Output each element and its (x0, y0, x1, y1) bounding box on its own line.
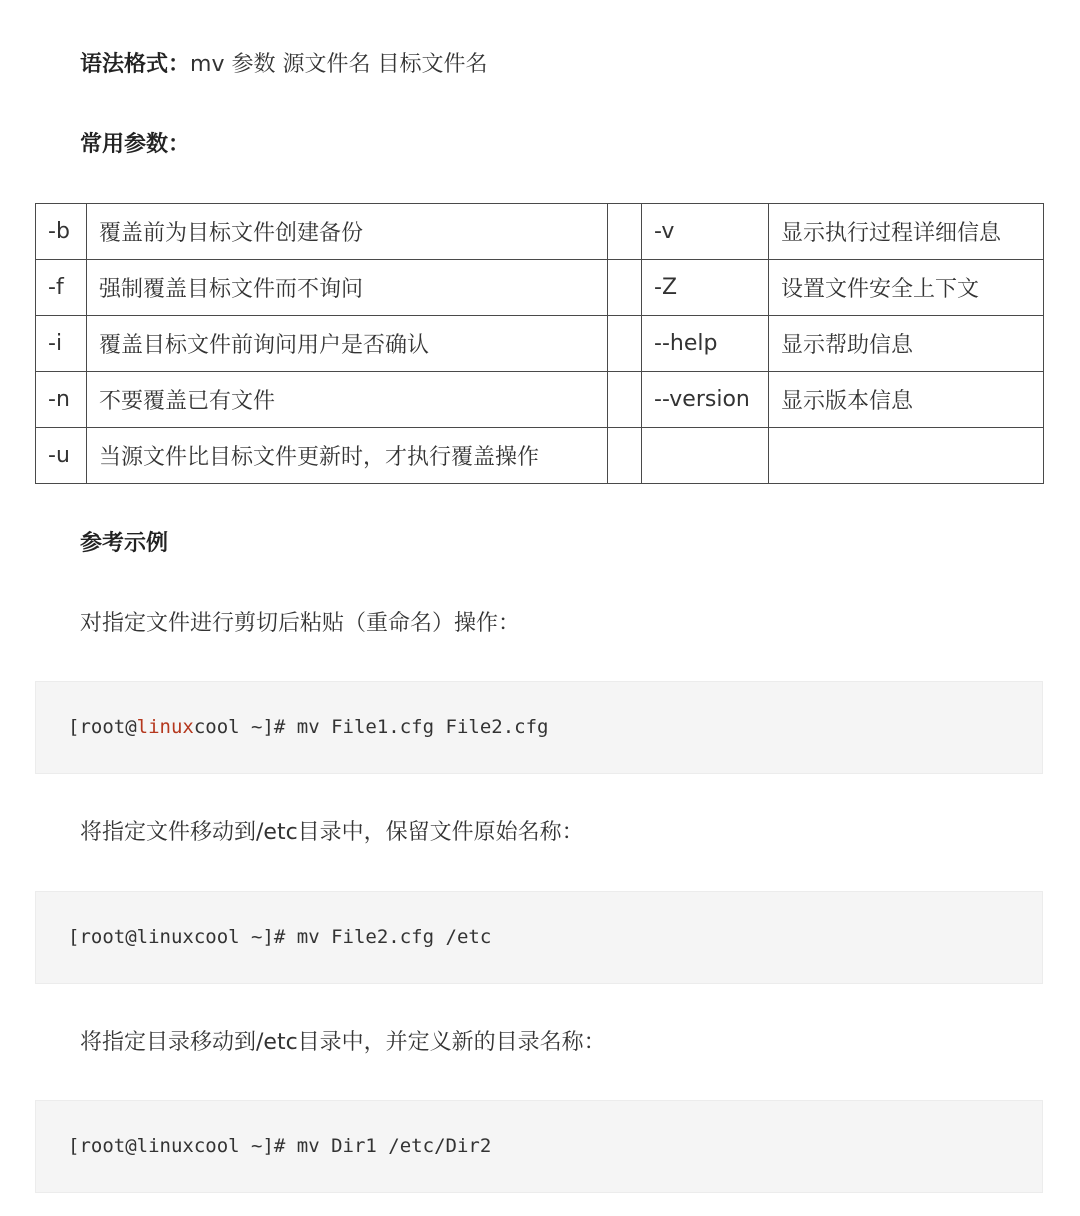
table-row (36, 260, 1044, 316)
param-flag: -u (36, 428, 87, 484)
table-row (36, 372, 1044, 428)
syntax-text: mv 参数 源文件名 目标文件名 (190, 52, 488, 77)
table-row (36, 204, 1044, 260)
param-flag: -n (36, 372, 87, 428)
param-desc: 显示执行过程详细信息 (769, 204, 1044, 260)
param-flag: -Z (642, 260, 769, 316)
param-flag: -f (36, 260, 87, 316)
param-desc: 覆盖目标文件前询问用户是否确认 (87, 316, 608, 372)
param-desc: 设置文件安全上下文 (769, 260, 1044, 316)
code-line (68, 892, 491, 983)
param-flag: -i (36, 316, 87, 372)
param-desc: 强制覆盖目标文件而不询问 (87, 260, 608, 316)
prompt-host-highlight: linux (136, 716, 194, 738)
param-flag (642, 428, 769, 484)
example-description: 对指定文件进行剪切后粘贴（重命名）操作： (80, 611, 521, 636)
prompt-open: [root@ (68, 926, 137, 948)
table-spacer-cell (608, 428, 642, 484)
code-line (68, 682, 548, 773)
table-spacer-cell (608, 260, 642, 316)
code-block (35, 1100, 1043, 1193)
param-desc: 不要覆盖已有文件 (87, 372, 608, 428)
prompt-rest: cool ~]# (193, 716, 297, 738)
prompt-rest: cool ~]# (193, 1135, 297, 1157)
param-desc: 当源文件比目标文件更新时，才执行覆盖操作 (87, 428, 608, 484)
prompt-host: linux (136, 1135, 194, 1157)
param-flag: -v (642, 204, 769, 260)
command-text: mv File1.cfg File2.cfg (296, 716, 549, 738)
params-heading: 常用参数： (80, 132, 191, 157)
command-text: mv Dir1 /etc/Dir2 (296, 1135, 492, 1157)
param-flag: --version (642, 372, 769, 428)
table-spacer-cell (608, 316, 642, 372)
params-table (35, 203, 1044, 484)
param-desc: 显示帮助信息 (769, 316, 1044, 372)
syntax-line (80, 50, 487, 80)
syntax-label: 语法格式： (80, 52, 191, 77)
table-row (36, 428, 1044, 484)
examples-heading: 参考示例 (80, 531, 169, 556)
table-spacer-cell (608, 204, 642, 260)
table-row (36, 316, 1044, 372)
prompt-rest: cool ~]# (193, 926, 297, 948)
param-desc (769, 428, 1044, 484)
table-spacer-cell (608, 372, 642, 428)
param-flag: --help (642, 316, 769, 372)
prompt-open: [root@ (68, 716, 137, 738)
example-description: 将指定目录移动到/etc目录中，并定义新的目录名称： (80, 1030, 606, 1055)
prompt-host: linux (136, 926, 194, 948)
param-desc: 显示版本信息 (769, 372, 1044, 428)
code-line (68, 1101, 491, 1192)
param-flag: -b (36, 204, 87, 260)
code-block (35, 681, 1043, 774)
code-block (35, 891, 1043, 984)
prompt-open: [root@ (68, 1135, 137, 1157)
example-description: 将指定文件移动到/etc目录中，保留文件原始名称： (80, 820, 584, 845)
param-desc: 覆盖前为目标文件创建备份 (87, 204, 608, 260)
command-text: mv File2.cfg /etc (296, 926, 492, 948)
